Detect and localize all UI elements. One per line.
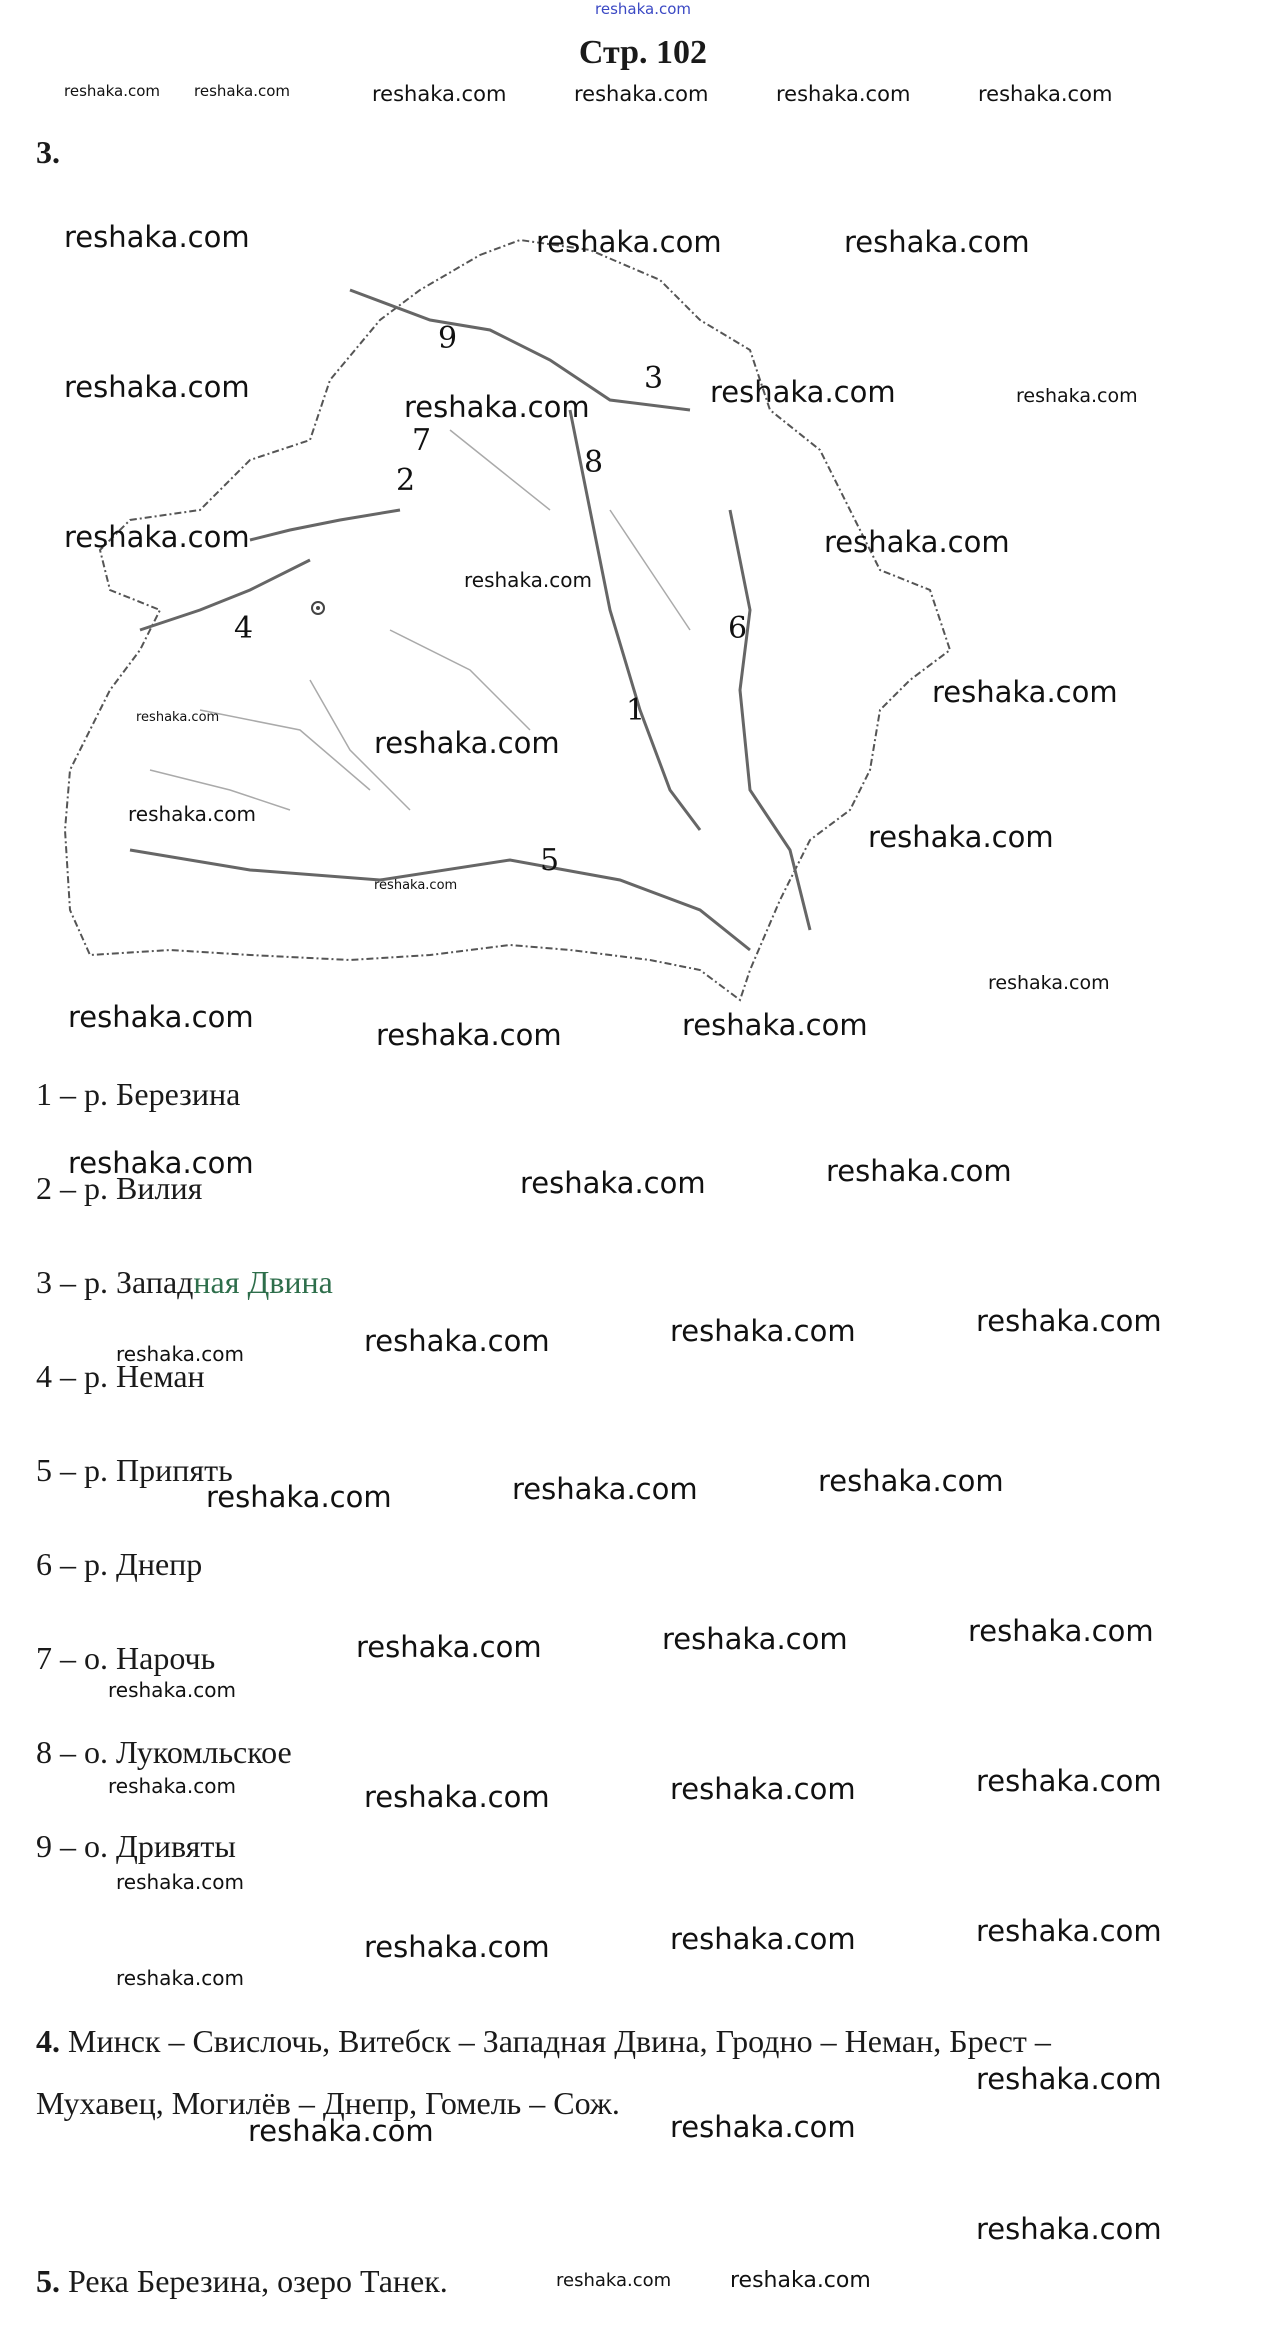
legend-item-5: 5 – р. Припять (36, 1452, 233, 1488)
watermark: reshaka.com (556, 2270, 672, 2291)
watermark: reshaka.com (108, 1678, 236, 1702)
watermark: reshaka.com (776, 82, 911, 106)
map-label-9: 9 (438, 321, 458, 356)
legend-item-3-prefix: 3 – р. Запад (36, 1264, 194, 1300)
watermark: reshaka.com (710, 375, 896, 409)
watermark: reshaka.com (194, 82, 290, 100)
map-label-5: 5 (540, 843, 560, 878)
watermark: reshaka.com (976, 2212, 1162, 2246)
legend-item-9: 9 – о. Дривяты (36, 1828, 236, 1864)
watermark: reshaka.com (372, 82, 507, 106)
legend-item-3-highlight: ная Двина (193, 1264, 333, 1300)
page-title: Стр. 102 (578, 34, 708, 71)
watermark: reshaka.com (68, 1146, 254, 1180)
watermark: reshaka.com (356, 1630, 542, 1664)
watermark: reshaka.com (64, 370, 250, 404)
watermark: reshaka.com (116, 1342, 244, 1366)
map-label-7: 7 (412, 423, 432, 458)
map-label-6: 6 (728, 611, 748, 646)
watermark: reshaka.com (376, 1018, 562, 1052)
watermark: reshaka.com (978, 82, 1113, 106)
watermark: reshaka.com (976, 1764, 1162, 1798)
watermark: reshaka.com (364, 1324, 550, 1358)
watermark: reshaka.com (730, 2268, 871, 2293)
watermark: reshaka.com (682, 1008, 868, 1042)
river-neman (140, 560, 310, 630)
task-4-number: 4. (36, 2023, 60, 2059)
task-4-line-2: Мухавец, Могилёв – Днепр, Гомель – Сож. (36, 2085, 620, 2121)
map-border (65, 240, 950, 1000)
river-viliya (250, 510, 400, 540)
task-4-line-1: Минск – Свислочь, Витебск – Западная Двина, Гродно – Неман, Брест – (68, 2023, 1051, 2059)
watermark: reshaka.com (404, 390, 590, 424)
watermark: reshaka.com (108, 1774, 236, 1798)
watermark: reshaka.com (116, 1966, 244, 1990)
watermark: reshaka.com (206, 1480, 392, 1514)
map-label-3: 3 (644, 361, 664, 396)
watermark: reshaka.com (670, 1314, 856, 1348)
legend-item-2: 2 – р. Вилия (36, 1170, 203, 1206)
map-label-1: 1 (626, 693, 646, 728)
watermark: reshaka.com (1016, 385, 1138, 407)
watermark: reshaka.com (670, 1922, 856, 1956)
task-5-number: 5. (36, 2263, 60, 2299)
watermark: reshaka.com (64, 82, 160, 100)
watermark: reshaka.com (512, 1472, 698, 1506)
watermark: reshaka.com (116, 1870, 244, 1894)
legend-item-1: 1 – р. Березина (36, 1076, 241, 1112)
watermark: reshaka.com (976, 1304, 1162, 1338)
watermark: reshaka.com (824, 525, 1010, 559)
map-label-4: 4 (234, 611, 254, 646)
legend-item-8: 8 – о. Лукомльское (36, 1734, 292, 1770)
watermark: reshaka.com (364, 1930, 550, 1964)
watermark: reshaka.com (868, 820, 1054, 854)
watermark: reshaka.com (520, 1166, 706, 1200)
watermark: reshaka.com (988, 972, 1110, 994)
watermark: reshaka.com (670, 1772, 856, 1806)
watermark: reshaka.com (136, 710, 220, 725)
watermark: reshaka.com (844, 225, 1030, 259)
watermark: reshaka.com (976, 1914, 1162, 1948)
task-3-number: 3. (36, 134, 60, 170)
watermark: reshaka.com (364, 1780, 550, 1814)
watermark: reshaka.com (64, 220, 250, 254)
watermark: reshaka.com (128, 802, 256, 826)
watermark: reshaka.com (374, 878, 458, 893)
belarus-map (50, 210, 970, 1040)
watermark: reshaka.com (826, 1154, 1012, 1188)
watermark: reshaka.com (536, 225, 722, 259)
river-dnieper (730, 510, 810, 930)
legend-item-7: 7 – о. Нарочь (36, 1640, 216, 1676)
legend-item-4: 4 – р. Неман (36, 1358, 205, 1394)
watermark: reshaka.com (64, 520, 250, 554)
map-label-8: 8 (584, 445, 604, 480)
watermark: reshaka.com (374, 726, 560, 760)
watermark: reshaka.com (932, 675, 1118, 709)
top-site-mark[interactable]: reshaka.com (595, 0, 691, 18)
watermark: reshaka.com (968, 1614, 1154, 1648)
task-5-text: Река Березина, озеро Танек. (68, 2263, 448, 2299)
watermark: reshaka.com (670, 2110, 856, 2144)
watermark: reshaka.com (464, 568, 592, 592)
legend-item-6: 6 – р. Днепр (36, 1546, 203, 1582)
watermark: reshaka.com (574, 82, 709, 106)
watermark: reshaka.com (248, 2114, 434, 2148)
legend-item-3 (36, 1264, 333, 1301)
river-pripyat (130, 850, 750, 950)
watermark: reshaka.com (818, 1464, 1004, 1498)
watermark: reshaka.com (68, 1000, 254, 1034)
watermark: reshaka.com (662, 1622, 848, 1656)
map-label-2: 2 (396, 463, 416, 498)
watermark: reshaka.com (976, 2062, 1162, 2096)
